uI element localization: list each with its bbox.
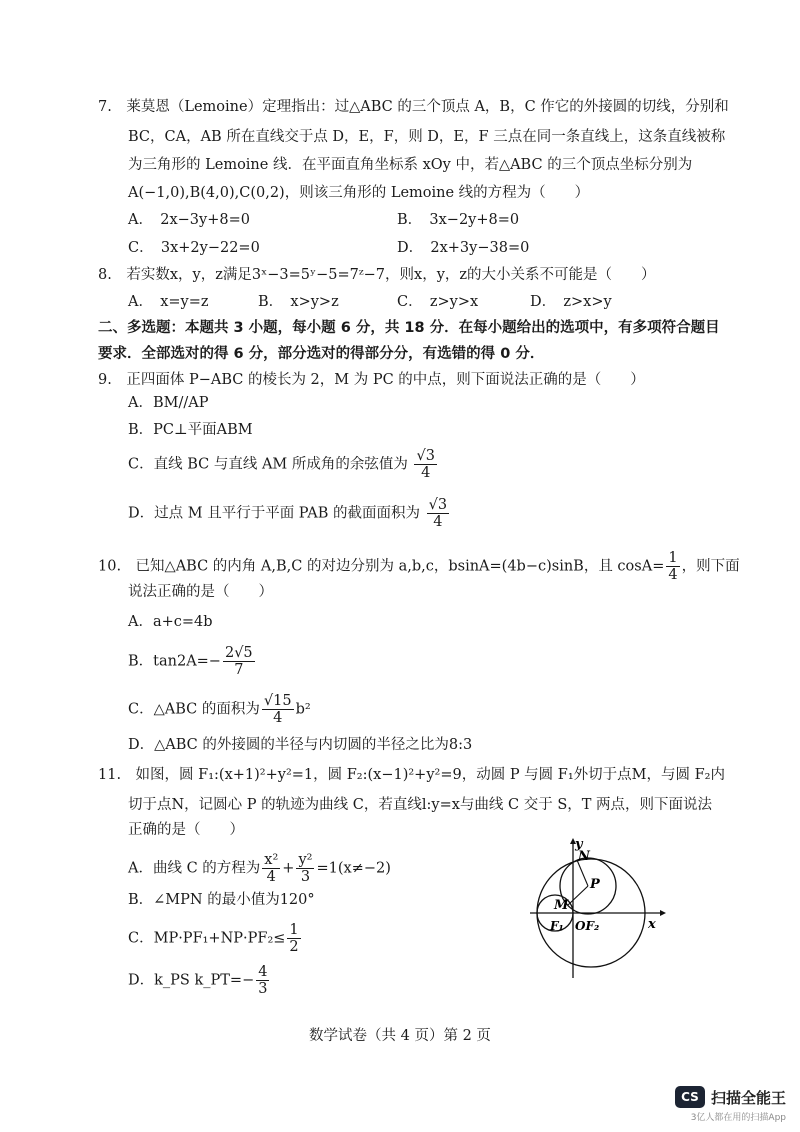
segment-mp (568, 886, 588, 905)
q7-line1: 7. 莱莫恩（Lemoine）定理指出：过△ABC 的三个顶点 A，B，C 作它的外接圆的切线，分别和 (98, 99, 729, 115)
q10-option-a: A．a+c=4b (128, 614, 213, 630)
label-p: P (590, 877, 600, 892)
q9-option-b: B．PC⊥平面ABM (128, 422, 253, 438)
q11-a-frac2: $\frac{\text{y²}}{3}$ (298, 852, 313, 885)
q8-stem: 8. 若实数x，y，z满足3ˣ−3=5ʸ−5=7ᶻ−7，则x，y，z的大小关系不可能是（ ） (98, 267, 656, 283)
q11-line2: 切于点N，记圆心 P 的轨迹为曲线 C，若直线l:y=x与曲线 C 交于 S，T 两点，则下面说法 (128, 797, 713, 813)
q9-option-d-text: D．过点 M 且平行于平面 PAB 的截面面积为 (128, 505, 420, 522)
scanner-tagline: 3亿人都在用的扫描App (690, 1113, 786, 1123)
label-x: x (648, 917, 656, 932)
q7-option-d: D． 2x+3y−38=0 (397, 240, 530, 256)
camscanner-logo-icon: CS (675, 1086, 705, 1108)
q11-option-c: C．MP·PF₁+NP·PF₂≤ $\frac{1}{2}$ (128, 922, 299, 955)
q7-option-b: B． 3x−2y+8=0 (397, 212, 520, 228)
q10-option-d: D．△ABC 的外接圆的半径与内切圆的半径之比为8:3 (128, 737, 473, 753)
q11-option-b: B．∠MPN 的最小值为120° (128, 892, 315, 908)
page-footer: 数学试卷（共 4 页）第 2 页 (309, 1028, 491, 1044)
circle-figure (520, 830, 670, 980)
q10-option-c: C．△ABC 的面积为 $\frac{√15}{4}$ b² (128, 693, 311, 726)
label-f1: F₁ (550, 919, 564, 933)
q9-option-d-fraction: $\frac{√3}{4}$ (428, 497, 448, 530)
q11-line3: 正确的是（ ） (128, 822, 244, 838)
q7-option-a: A． 2x−3y+8=0 (128, 212, 250, 228)
q9-option-c-fraction: $\frac{√3}{4}$ (416, 448, 435, 481)
q11-option-d: D．k_PS k_PT=− $\frac{4}{3}$ (128, 964, 268, 997)
q9-option-c (128, 448, 439, 481)
q8-option-c: C． z>y>x (397, 294, 479, 310)
q10-stem: 10. 已知△ABC 的内角 A,B,C 的对边分别为 a,b,c，bsinA=(4b−c)sinB，且 cosA= $\frac{1}{4}$ ，则下面 (98, 550, 740, 583)
q8-option-b: B． x>y>z (258, 294, 339, 310)
label-of2: OF₂ (575, 919, 600, 933)
q9-option-c-text: C．直线 BC 与直线 AM 所成角的余弦值为 (128, 456, 408, 473)
x-axis-arrow (660, 910, 666, 916)
q11-line1: 11. 如图，圆 F₁:(x+1)²+y²=1，圆 F₂:(x−1)²+y²=9，动圆 P 与圆 F₁外切于点M，与圆 F₂内 (98, 767, 725, 783)
q9-stem: 9. 正四面体 P−ABC 的棱长为 2，M 为 PC 的中点，则下面说法正确的是（ ） (98, 372, 645, 388)
label-n: N (578, 849, 590, 864)
label-y: y (575, 837, 583, 852)
q7-line4: A(−1,0),B(4,0),C(0,2)，则该三角形的 Lemoine 线的方程为（ ） (128, 185, 590, 201)
q7-line2: BC，CA，AB 所在直线交于点 D，E，F，则 D，E，F 三点在同一条直线上，这条直线被称 (128, 129, 726, 145)
q11-option-a: A．曲线 C 的方程为 $\frac{\text{x²}}{4}$ + $\frac{\text{y²}}{3}$ =1(x≠−2) (128, 852, 391, 885)
q7-line3: 为三角形的 Lemoine 线．在平面直角坐标系 xOy 中，若△ABC 的三个顶点坐标分别为 (128, 157, 693, 173)
q10-option-c-fraction: $\frac{√15}{4}$ (263, 693, 292, 726)
scanner-app-name: 扫描全能王 (710, 1088, 786, 1107)
q9-option-a: A．BM//AP (128, 395, 209, 411)
q8-option-d: D． z>x>y (530, 294, 612, 310)
label-m: M (554, 898, 569, 913)
scanner-watermark (675, 1086, 786, 1108)
q7-option-c: C． 3x+2y−22=0 (128, 240, 260, 256)
q11-a-frac1: $\frac{\text{x²}}{4}$ (264, 852, 279, 885)
q10-cos-fraction: $\frac{1}{4}$ (668, 550, 678, 583)
q10-option-b: B．tan2A=− $\frac{2√5}{7}$ (128, 645, 253, 678)
q11-option-d-fraction: $\frac{4}{3}$ (258, 964, 268, 997)
q10-stem-line2: 说法正确的是（ ） (128, 584, 273, 600)
section-multi-choice-rules: 要求．全部选对的得 6 分，部分选对的得部分分，有选错的得 0 分． (98, 346, 545, 362)
q8-option-a: A． x=y=z (128, 294, 209, 310)
section-multi-choice-header: 二、多选题：本题共 3 小题，每小题 6 分，共 18 分．在每小题给出的选项中，有多项符合题目 (98, 320, 720, 336)
q11-option-c-fraction: $\frac{1}{2}$ (289, 922, 299, 955)
q9-option-d (128, 497, 451, 530)
q10-option-b-fraction: $\frac{2√5}{7}$ (224, 645, 253, 678)
